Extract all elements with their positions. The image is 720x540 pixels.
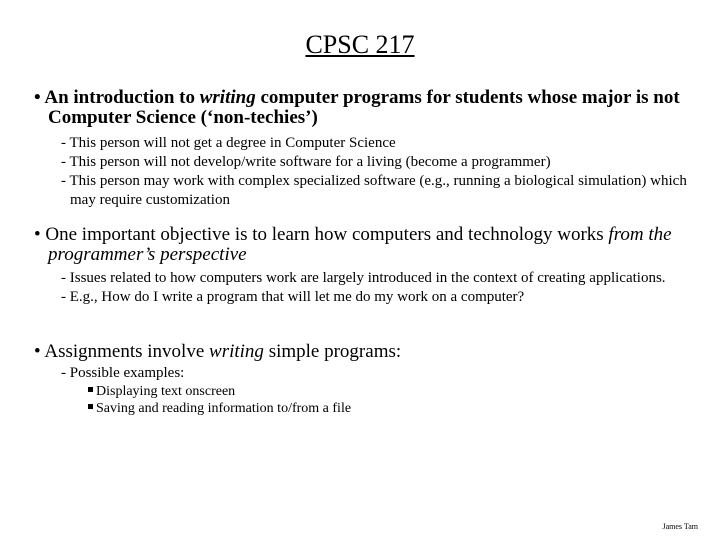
sub-point-degree: - This person will not get a degree in Computer Science: [61, 135, 396, 151]
example-text: Saving and reading information to/from a file: [96, 401, 352, 416]
sub-point-possible: - Possible examples:: [61, 365, 185, 381]
intro-text-b: computer programs for students whose major is not Computer Science (‘non-techies’): [48, 87, 680, 128]
square-bullet-icon: [88, 387, 93, 392]
bullet-intro: [0, 88, 698, 128]
bullet-objective: [0, 225, 698, 265]
assignments-text-b: simple programs:: [263, 341, 402, 362]
author-footer: James Tam: [662, 522, 698, 531]
intro-text-a: An introduction to: [44, 87, 200, 108]
example-item: [0, 383, 720, 400]
sub-point-issues: - Issues related to how computers work are largely introduced in the context of creating applications.: [61, 270, 666, 286]
example-text: Displaying text onscreen: [96, 384, 236, 399]
bullet-assignments: [0, 342, 698, 362]
assignments-emphasis: writing: [209, 341, 264, 362]
sub-point-example: - E.g., How do I write a program that will let me do my work on a computer?: [61, 289, 525, 305]
section-assignments: [0, 342, 720, 417]
intro-emphasis: writing: [199, 87, 256, 108]
example-item: [0, 400, 720, 417]
slide-title: CPSC 217: [305, 30, 415, 59]
section-objective: [0, 225, 720, 307]
square-bullet-icon: [88, 404, 93, 409]
bullet-dot: •: [34, 224, 41, 245]
bullet-dot: •: [34, 341, 41, 362]
sub-point-software: - This person may work with complex specialized software (e.g., running a biological simulation) which may require customization: [61, 173, 687, 208]
section-intro: [0, 88, 720, 210]
assignments-text-a: Assignments involve: [44, 341, 210, 362]
bullet-dot: •: [34, 87, 41, 108]
objective-emphasis: from the programmer’s perspective: [48, 224, 672, 265]
objective-text: One important objective is to learn how computers and technology works: [45, 224, 609, 245]
sub-point-living: - This person will not develop/write software for a living (become a programmer): [61, 154, 551, 170]
